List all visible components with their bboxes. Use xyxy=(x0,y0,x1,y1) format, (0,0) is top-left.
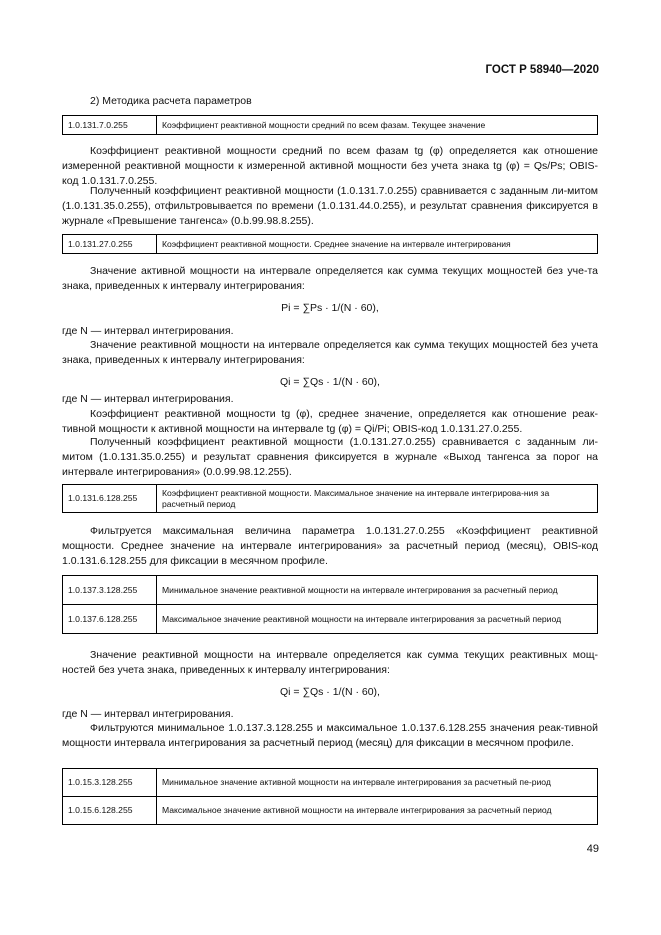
paragraph: Значение активной мощности на интервале определяется как сумма текущих мощностей без уче-та знака, приведенных к интервалу интегрирования: xyxy=(62,265,598,292)
paragraph: Фильтруются минимальное 1.0.137.3.128.255 и максимальное 1.0.137.6.128.255 значения реак-тивной мощности интервала интегрирования за расчетный период (месяц) для фиксации в месячном профиле. xyxy=(62,722,598,749)
page-number: 49 xyxy=(586,843,599,855)
table-row xyxy=(63,485,598,513)
paragraph: Полученный коэффициент реактивной мощности (1.0.131.7.0.255) сравнивается с заданным ли-митом (1.0.131.35.0.255), отфильтровывается по времени (1.0.131.44.0.255), и результат сравнения фиксируется в журнале «Превышение тангенса» (0.b.99.98.8.255). xyxy=(62,185,598,227)
obis-description: Максимальное значение активной мощности на интервале интегрирования за расчетный период xyxy=(157,797,598,825)
paragraph: Полученный коэффициент реактивной мощности (1.0.131.27.0.255) сравнивается с заданным ли-митом (1.0.131.35.0.255) и результат сравнения фиксируется в журнале «Выход тангенса за порог на интервале интегрирования» (0.0.99.98.12.255). xyxy=(62,436,598,478)
obis-code: 1.0.137.6.128.255 xyxy=(63,605,157,634)
obis-description: Максимальное значение реактивной мощности на интервале интегрирования за расчетный период xyxy=(157,605,598,634)
section-heading: 2) Методика расчета параметров xyxy=(90,95,252,107)
paragraph: Коэффициент реактивной мощности средний по всем фазам tg (φ) определяется как отношение измеренной реактивной мощности к измеренной активной мощности без учета знака tg (φ) = Qs/Ps; OBIS-код 1.0.131.7.0.255. xyxy=(62,145,598,187)
paragraph: Значение реактивной мощности на интервале определяется как сумма текущих реактивных мощ-ностей без учета знака, приведенных к интервалу интегрирования: xyxy=(62,649,598,676)
obis-code: 1.0.131.27.0.255 xyxy=(63,235,157,254)
obis-table-3 xyxy=(62,484,598,513)
obis-table-2 xyxy=(62,234,598,254)
table-row xyxy=(63,116,598,135)
standard-number: ГОСТ Р 58940—2020 xyxy=(485,64,599,76)
obis-description: Минимальное значение реактивной мощности на интервале интегрирования за расчетный период xyxy=(157,576,598,605)
paragraph: где N — интервал интегрирования. xyxy=(62,393,234,405)
obis-description: Коэффициент реактивной мощности. Среднее значение на интервале интегрирования xyxy=(157,235,598,254)
formula-active-power: Pi = ∑Ps · 1/(N · 60), xyxy=(281,302,379,314)
obis-code: 1.0.15.3.128.255 xyxy=(63,769,157,797)
obis-code: 1.0.137.3.128.255 xyxy=(63,576,157,605)
obis-description: Минимальное значение активной мощности на интервале интегрирования за расчетный пе-риод xyxy=(157,769,598,797)
obis-table-1 xyxy=(62,115,598,135)
table-row xyxy=(63,797,598,825)
paragraph: Фильтруется максимальная величина параметра 1.0.131.27.0.255 «Коэффициент реактивной мощности. Среднее значение на интервале интегрирования» за расчетный период (месяц), OBIS-код 1.0.131.6.128.255 для фиксации в месячном профиле. xyxy=(62,525,598,567)
table-row xyxy=(63,769,598,797)
obis-code: 1.0.131.6.128.255 xyxy=(63,485,157,513)
paragraph: Коэффициент реактивной мощности tg (φ), среднее значение, определяется как отношение реак-тивной мощности к активной мощности на интервале tg (φ) = Qi/Pi; OBIS-код 1.0.131.27.0.255. xyxy=(62,408,598,435)
paragraph: Значение реактивной мощности на интервале определяется как сумма текущих мощностей без учета знака, приведенных к интервалу интегрирования: xyxy=(62,339,598,366)
paragraph: где N — интервал интегрирования. xyxy=(62,708,234,720)
obis-table-5 xyxy=(62,768,598,825)
obis-code: 1.0.131.7.0.255 xyxy=(63,116,157,135)
table-row xyxy=(63,576,598,605)
obis-description: Коэффициент реактивной мощности средний по всем фазам. Текущее значение xyxy=(157,116,598,135)
table-row xyxy=(63,235,598,254)
obis-code: 1.0.15.6.128.255 xyxy=(63,797,157,825)
obis-table-4 xyxy=(62,575,598,634)
paragraph: где N — интервал интегрирования. xyxy=(62,325,234,337)
table-row xyxy=(63,605,598,634)
formula-reactive-power-2: Qi = ∑Qs · 1/(N · 60), xyxy=(280,686,380,698)
obis-description: Коэффициент реактивной мощности. Максимальное значение на интервале интегрирова-ния за расчетный период xyxy=(157,485,598,513)
formula-reactive-power: Qi = ∑Qs · 1/(N · 60), xyxy=(280,376,380,388)
